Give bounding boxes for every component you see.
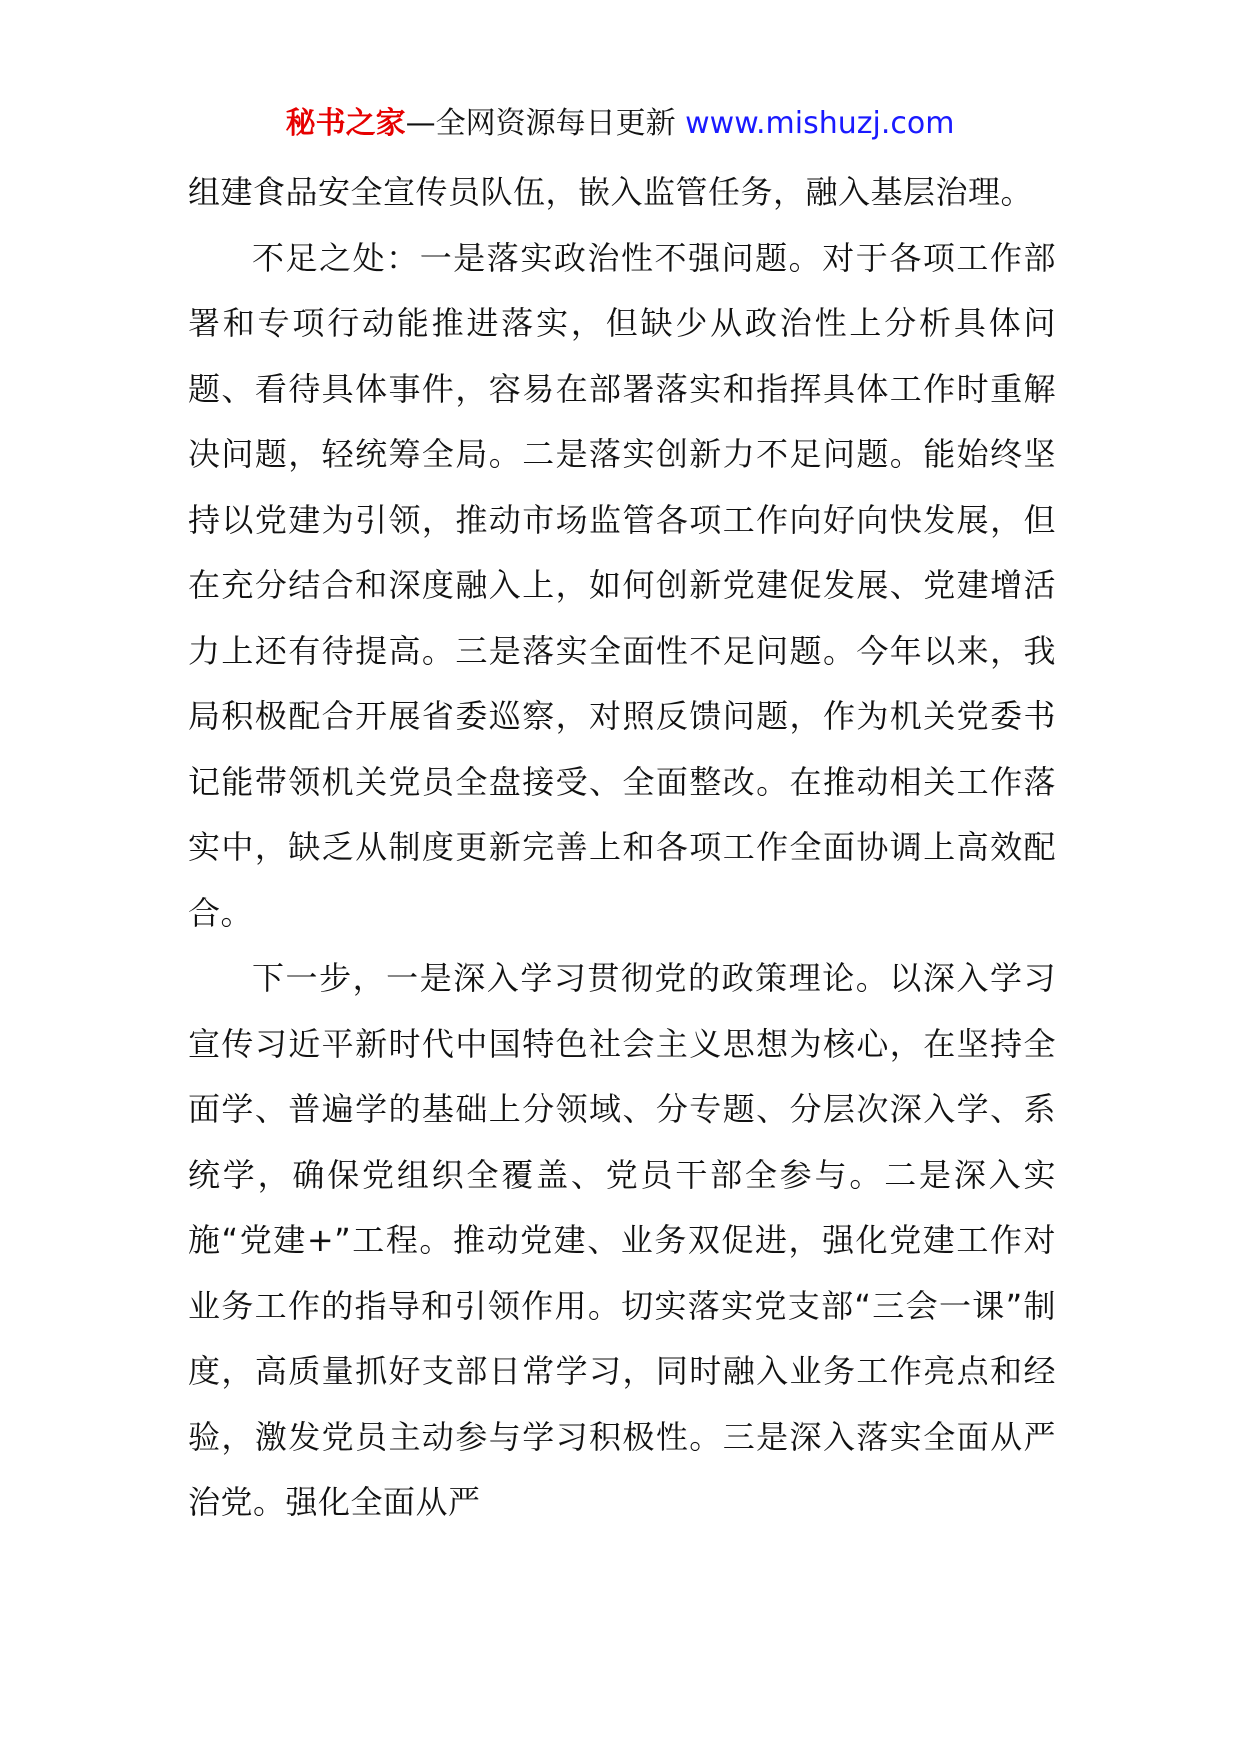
- site-header: [0, 100, 1240, 148]
- document-body: [188, 160, 1056, 1536]
- site-url-link[interactable]: www.mishuzj.com: [685, 106, 955, 141]
- site-tagline: —全网资源每日更新: [405, 106, 686, 141]
- paragraph-next-steps: 下一步，一是深入学习贯彻党的政策理论。以深入学习宣传习近平新时代中国特色社会主义思想为核心，在坚持全面学、普遍学的基础上分领域、分专题、分层次深入学、系统学，确保党组织全覆盖、党员干部全参与。二是深入实施“党建+”工程。推动党建、业务双促进，强化党建工作对业务工作的指导和引领作用。切实落实党支部“三会一课”制度，高质量抓好支部日常学习，同时融入业务工作亮点和经验，激发党员主动参与学习积极性。三是深入落实全面从严治党。强化全面从严: [188, 959, 1056, 1521]
- paragraph-shortcomings: 不足之处：一是落实政治性不强问题。对于各项工作部署和专项行动能推进落实，但缺少从政治性上分析具体问题、看待具体事件，容易在部署落实和指挥具体工作时重解决问题，轻统筹全局。二是落实创新力不足问题。能始终坚持以党建为引领，推动市场监管各项工作向好向快发展，但在充分结合和深度融入上，如何创新党建促发展、党建增活力上还有待提高。三是落实全面性不足问题。今年以来，我局积极配合开展省委巡察，对照反馈问题，作为机关党委书记能带领机关党员全盘接受、全面整改。在推动相关工作落实中，缺乏从制度更新完善上和各项工作全面协调上高效配合。: [188, 238, 1056, 932]
- paragraph-continuation: 组建食品安全宣传员队伍，嵌入监管任务，融入基层治理。: [188, 173, 1034, 211]
- site-brand: 秘书之家: [285, 106, 406, 141]
